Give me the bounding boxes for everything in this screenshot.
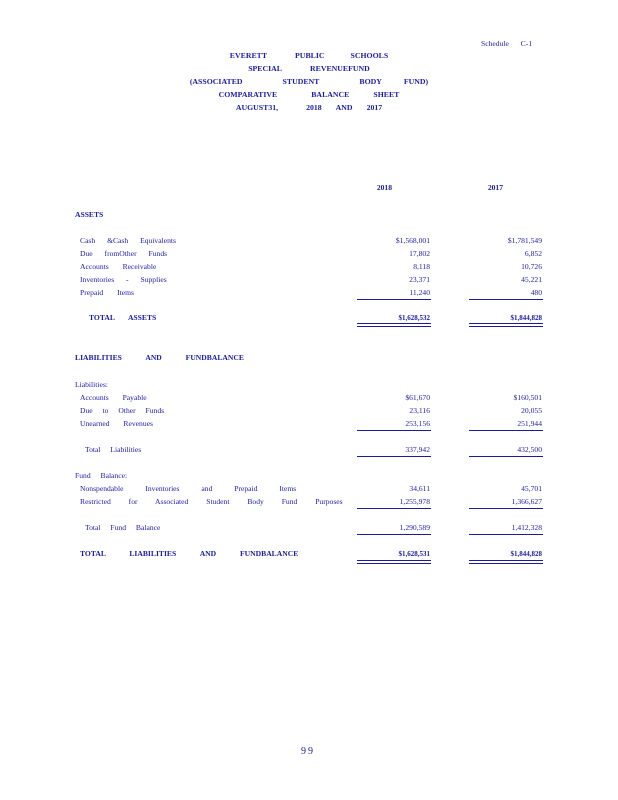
fund-row-2018: 1,255,978 xyxy=(399,497,430,506)
double-rule xyxy=(357,323,431,327)
rule xyxy=(357,534,431,535)
liability-row-label: Unearned Revenues xyxy=(80,419,153,428)
rule xyxy=(357,456,431,457)
rule xyxy=(357,430,431,431)
rule xyxy=(357,299,431,300)
total-fund-balance-2018: 1,290,589 xyxy=(399,523,430,532)
grand-total-2018: $1,628,531 xyxy=(398,550,430,558)
liability-row-2017: $160,501 xyxy=(513,393,542,402)
page-number: 99 xyxy=(301,746,315,757)
fund-balance-subheading: Fund Balance: xyxy=(75,471,128,480)
fund-row-label: Restricted for Associated Student Body Fund Purposes xyxy=(80,497,343,506)
liability-row-2018: 23,116 xyxy=(409,406,430,415)
asset-row-2018: 8,118 xyxy=(413,262,430,271)
title-line-4 xyxy=(0,90,618,99)
title-word: PUBLIC xyxy=(295,51,325,60)
liability-row-2018: 253,156 xyxy=(405,419,430,428)
title-line-3 xyxy=(0,77,618,86)
title-word: COMPARATIVE xyxy=(218,90,278,99)
grand-total-label: TOTAL LIABILITIES AND FUNDBALANCE xyxy=(80,549,299,558)
double-rule xyxy=(469,560,543,564)
title-line-5 xyxy=(0,103,618,112)
asset-row-2018: 17,802 xyxy=(409,249,430,258)
asset-row-label: Cash &Cash Equivalents xyxy=(80,236,176,245)
asset-row-2017: $1,781,549 xyxy=(507,236,542,245)
title-word: SHEET xyxy=(373,90,400,99)
assets-heading: ASSETS xyxy=(75,210,104,219)
total-assets-label: TOTAL ASSETS xyxy=(89,313,157,322)
liability-row-label: Due to Other Funds xyxy=(80,406,165,415)
column-header-2017: 2017 xyxy=(487,183,503,192)
title-word: BALANCE xyxy=(311,90,350,99)
asset-row-2017: 480 xyxy=(530,288,542,297)
liability-row-2017: 251,944 xyxy=(517,419,542,428)
title-word: 2017 xyxy=(366,103,383,112)
title-word: (ASSOCIATED xyxy=(189,77,243,86)
schedule-label: Schedule C-1 xyxy=(481,39,533,48)
liability-row-label: Accounts Payable xyxy=(80,393,147,402)
total-assets-2017: $1,844,828 xyxy=(510,314,542,322)
fund-row-label: Nonspendable Inventories and Prepaid Items xyxy=(80,484,297,493)
title-line-1 xyxy=(0,51,618,60)
title-word: AND xyxy=(335,103,353,112)
double-rule xyxy=(357,560,431,564)
title-line-2 xyxy=(0,64,618,73)
title-word: SCHOOLS xyxy=(350,51,389,60)
asset-row-2018: $1,568,001 xyxy=(395,236,430,245)
asset-row-label: Due fromOther Funds xyxy=(80,249,168,258)
column-header-2018: 2018 xyxy=(376,183,392,192)
rule xyxy=(469,508,543,509)
asset-row-label: Accounts Receivable xyxy=(80,262,157,271)
rule xyxy=(469,534,543,535)
fund-row-2017: 1,366,627 xyxy=(511,497,542,506)
total-fund-balance-2017: 1,412,328 xyxy=(511,523,542,532)
liability-row-2018: $61,670 xyxy=(405,393,430,402)
total-liabilities-2017: 432,500 xyxy=(517,445,542,454)
total-liabilities-label: Total Liabilities xyxy=(85,445,142,454)
total-assets-2018: $1,628,532 xyxy=(398,314,430,322)
total-fund-balance-label: Total Fund Balance xyxy=(85,523,161,532)
title-word: FUND) xyxy=(403,77,429,86)
rule xyxy=(469,299,543,300)
rule xyxy=(469,456,543,457)
title-word: AUGUST31, xyxy=(235,103,279,112)
liabilities-subheading: Liabilities: xyxy=(75,380,108,389)
grand-total-2017: $1,844,828 xyxy=(510,550,542,558)
double-rule xyxy=(469,323,543,327)
liability-row-2017: 20,055 xyxy=(521,406,542,415)
title-word: SPECIAL xyxy=(248,64,282,73)
asset-row-2017: 10,726 xyxy=(521,262,542,271)
asset-row-2017: 45,221 xyxy=(521,275,542,284)
title-word: BODY xyxy=(359,77,382,86)
title-word: EVERETT xyxy=(229,51,268,60)
asset-row-2018: 11,240 xyxy=(409,288,430,297)
title-word: 2018 xyxy=(306,103,322,112)
asset-row-2017: 6,852 xyxy=(524,249,542,258)
title-word: REVENUEFUND xyxy=(310,64,370,73)
total-liabilities-2018: 337,942 xyxy=(405,445,430,454)
fund-row-2018: 34,611 xyxy=(409,484,430,493)
asset-row-2018: 23,371 xyxy=(409,275,430,284)
fund-row-2017: 45,701 xyxy=(521,484,542,493)
asset-row-label: Inventories - Supplies xyxy=(80,275,167,284)
liabilities-fund-heading: LIABILITIES AND FUNDBALANCE xyxy=(75,353,244,362)
asset-row-label: Prepaid Items xyxy=(80,288,134,297)
rule xyxy=(357,508,431,509)
title-word: STUDENT xyxy=(282,77,320,86)
rule xyxy=(469,430,543,431)
